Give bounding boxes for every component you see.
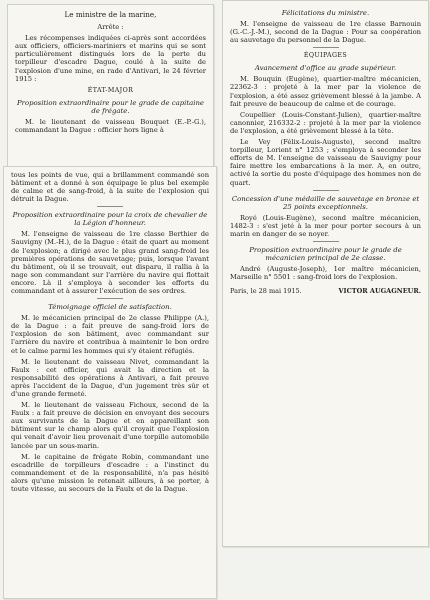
- divider: [97, 206, 123, 207]
- bouquin-citation: M. Bouquin (Eugène), quartier-maître mécanicien, 22362-3 : projeté à la mer par la violence de l'explosion, a été assez grièvement blessé à la jambe. A fait preuve de beaucoup de calme et de courage.: [230, 75, 421, 108]
- divider: [313, 241, 339, 242]
- proposition-croix: Proposition extraordinaire pour la croix de chevalier de la Légion d'honneur.: [12, 211, 208, 228]
- decree-intro: Les récompenses indiquées ci-après sont accordées aux officiers, officiers-mariniers et marins qui se sont particulièrement distingués lors de la perte du torpilleur d'escadre Dague, coulé à la suite de l'explosion d'une mine, en rade d'Antivari, le 24 février 1915 :: [15, 34, 206, 83]
- le-vey-citation: Le Vey (Félix-Louis-Auguste), second maître torpilleur, Lorient n° 1253 ; s'employa à seconder les efforts de M. l'enseigne de vaisseau de Sauvigny pour faire mettre les embarcations à la mer. A, en outre, activé la sortie du poste d'équipage des hommes non de quart.: [230, 138, 421, 187]
- bouquet-citation-start: M. le lieutenant de vaisseau Bouquet (E.-P.-G.), commandant la Dague : officier hors ligne à: [15, 117, 206, 134]
- clipping-bottom-left: [3, 166, 217, 599]
- date-line: Paris, le 28 mai 1915.: [230, 287, 302, 296]
- concession-heading: Concession d'une médaille de sauvetage en bronze et 25 points exceptionnels.: [231, 194, 420, 211]
- robin-citation: M. le capitaine de frégate Robin, commandant une escadrille de torpilleurs d'escadre : a l'instinct du commandement et de la responsabilité, n'a pas hésité alors qu'une mission le retenait ailleurs, à se porter, à toute vitesse, au secours de la Faulx et de la Dague.: [11, 452, 209, 493]
- proposition-fregate: Proposition extraordinaire pour le grade de capitaine de frégate.: [17, 98, 204, 115]
- clipping-right: [222, 0, 429, 547]
- proposition-mecanicien: Proposition extraordinaire pour le grade de mécanicien principal de 2e classe.: [249, 245, 402, 262]
- divider: [313, 190, 339, 191]
- bouquet-citation-cont: tous les points de vue, qui a brillamment commandé son bâtiment et a donné à son équipage le plus bel exemple de calme et de sang-froid, à la suite de l'explosion qui détruit la Dague.: [11, 171, 209, 204]
- temoignage-heading: Témoignage officiel de satisfaction.: [48, 303, 172, 312]
- felicitations-heading: Félicitations du ministre.: [281, 9, 370, 17]
- andre-citation: André (Auguste-Joseph), 1er maître mécanicien, Marseille n° 5501 : sang-froid lors de l'explosion.: [230, 264, 421, 281]
- section-heading-etat-major: ÉTAT-MAJOR: [87, 86, 134, 94]
- decree-word: Arrête :: [97, 23, 124, 32]
- nivet-citation: M. le lieutenant de vaisseau Nivet, commandant la Faulx : cet officier, qui avait la direction et la responsabilité des opérations à Antivari, a fait preuve après l'accident de la Dague, d'un jugement très sûr et d'une grande fermeté.: [11, 357, 209, 398]
- fichoux-citation: M. le lieutenant de vaisseau Fichoux, second de la Faulx : a fait preuve de décision en envoyant des secours aux survivants de la Dague et en appareillant son bâtiment sur le champ alors qu'il croyait que l'explosion qui venait d'avoir lieu provenait d'une torpille automobile lancée par un sous-marin.: [11, 401, 209, 450]
- berthier-citation: M. l'enseigne de vaisseau de 1re classe Berthier de Sauvigny (M.-H.), de la Dague : était de quart au moment de l'explosion; a dirigé avec le plus grand sang-froid les premières opérations de sauvetage; puis, lorsque l'avant du bâtiment, où il se trouvait, eut disparu, il rallia à la nage son commandant sur l'arrière du navire qui flottait encore. Là il s'employa à seconder les efforts du commandant et à assurer l'exécution de ses ordres.: [11, 230, 209, 296]
- minister-title: Le ministre de la marine,: [64, 10, 157, 19]
- coupellier-citation: Coupellier (Louis-Constant-Julien), quartier-maître canonnier, 216332-2 : projeté à la mer par la violence de l'explosion, a été grièvement blessé à la tête.: [230, 110, 421, 135]
- divider: [313, 47, 339, 48]
- avancement-heading: Avancement d'office au grade supérieur.: [254, 64, 397, 73]
- roye-citation: Royé (Louis-Eugène), second maître mécanicien, 1482-3 : s'est jeté à la mer pour porter secours à un marin en danger de se noyer.: [230, 213, 421, 238]
- signature: VICTOR AUGAGNEUR.: [338, 287, 421, 296]
- divider: [97, 298, 123, 299]
- barnouin-citation: M. l'enseigne de vaisseau de 1re classe Barnouin (G.-C.-J.-M.), second de la Dague : Pour sa coopération au sauvetage du personnel de la Dague.: [230, 20, 421, 45]
- clipping-top-left: [7, 4, 214, 174]
- section-heading-equipages: ÉQUIPAGES: [303, 52, 348, 60]
- signature-row: [230, 284, 421, 298]
- philippe-citation: M. le mécanicien principal de 2e classe Philippe (A.), de la Dague : a fait preuve de sang-froid lors de l'explosion de son bâtiment, avec commandant sur l'arrière du navire et contribua à maintenir le bon ordre et le calme parmi les hommes qui s'y étaient réfugiés.: [11, 314, 209, 355]
